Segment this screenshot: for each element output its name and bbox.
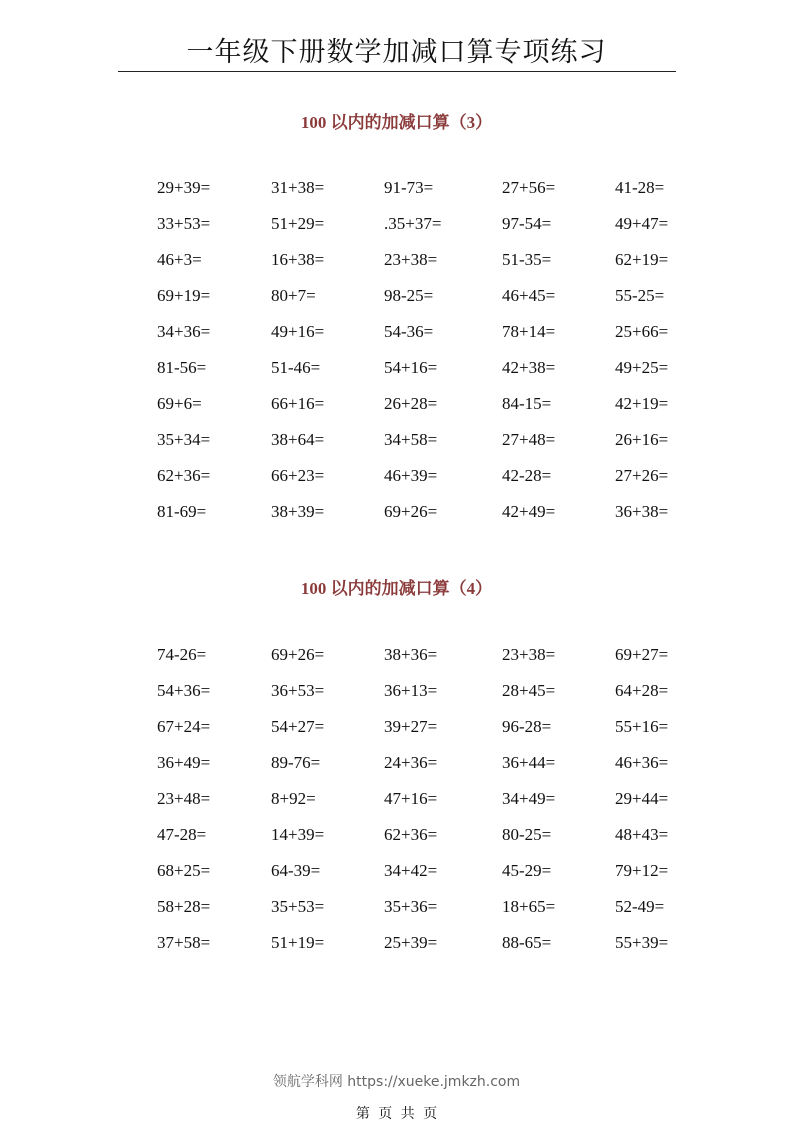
problem-row: [157, 430, 717, 466]
arithmetic-problem: 23+48=: [157, 789, 211, 808]
arithmetic-problem: 80+7=: [271, 286, 316, 305]
problem-row: [157, 825, 717, 861]
arithmetic-problem: 35+34=: [157, 430, 211, 449]
problem-row: [157, 358, 717, 394]
page-title: 一年级下册数学加减口算专项练习: [186, 37, 607, 68]
arithmetic-problem: 42+38=: [502, 358, 556, 377]
arithmetic-problem: 52-49=: [615, 897, 665, 916]
arithmetic-problem: 51-46=: [271, 358, 321, 377]
footer-watermark: 领航学科网 https://xueke.jmkzh.com: [272, 1074, 521, 1090]
arithmetic-problem: 69+19=: [157, 286, 211, 305]
arithmetic-problem: 24+36=: [384, 753, 438, 772]
arithmetic-problem: 49+47=: [615, 214, 669, 233]
arithmetic-problem: 35+36=: [384, 897, 438, 916]
problem-row: [157, 178, 717, 214]
arithmetic-problem: 38+39=: [271, 502, 325, 521]
arithmetic-problem: 97-54=: [502, 214, 552, 233]
arithmetic-problem: 29+39=: [157, 178, 211, 197]
arithmetic-problem: 81-56=: [157, 358, 207, 377]
problem-row: [157, 645, 717, 681]
problem-row: [157, 717, 717, 753]
arithmetic-problem: 62+36=: [384, 825, 438, 844]
arithmetic-problem: 91-73=: [384, 178, 434, 197]
arithmetic-problem: 29+44=: [615, 789, 669, 808]
arithmetic-problem: 51-35=: [502, 250, 552, 269]
arithmetic-problem: 79+12=: [615, 861, 669, 880]
arithmetic-problem: 18+65=: [502, 897, 556, 916]
problem-row: [157, 681, 717, 717]
arithmetic-problem: 84-15=: [502, 394, 552, 413]
arithmetic-problem: 36+38=: [615, 502, 669, 521]
arithmetic-problem: 42-28=: [502, 466, 552, 485]
arithmetic-problem: 46+45=: [502, 286, 556, 305]
problem-row: [157, 250, 717, 286]
arithmetic-problem: 98-25=: [384, 286, 434, 305]
arithmetic-problem: 88-65=: [502, 933, 552, 952]
arithmetic-problem: 69+27=: [615, 645, 669, 664]
arithmetic-problem: 54+27=: [271, 717, 325, 736]
problem-row: [157, 933, 717, 969]
problem-row: [157, 897, 717, 933]
arithmetic-problem: 67+24=: [157, 717, 211, 736]
arithmetic-problem: 31+38=: [271, 178, 325, 197]
arithmetic-problem: 55+39=: [615, 933, 669, 952]
arithmetic-problem: 69+26=: [271, 645, 325, 664]
problem-row: [157, 861, 717, 897]
arithmetic-problem: 64+28=: [615, 681, 669, 700]
arithmetic-problem: 42+19=: [615, 394, 669, 413]
problem-row: [157, 214, 717, 250]
problem-row: [157, 394, 717, 430]
arithmetic-problem: 16+38=: [271, 250, 325, 269]
arithmetic-problem: 96-28=: [502, 717, 552, 736]
arithmetic-problem: 27+56=: [502, 178, 556, 197]
arithmetic-problem: 54+36=: [157, 681, 211, 700]
problem-grid-section-3: [157, 178, 717, 538]
arithmetic-problem: 8+92=: [271, 789, 316, 808]
problem-row: [157, 753, 717, 789]
arithmetic-problem: 64-39=: [271, 861, 321, 880]
arithmetic-problem: 33+53=: [157, 214, 211, 233]
arithmetic-problem: 46+36=: [615, 753, 669, 772]
footer-page-number: 第 页 共 页: [355, 1106, 438, 1122]
arithmetic-problem: 55+16=: [615, 717, 669, 736]
section-title-4: 100 以内的加减口算（4）: [300, 579, 493, 598]
arithmetic-problem: 51+29=: [271, 214, 325, 233]
arithmetic-problem: 41-28=: [615, 178, 665, 197]
arithmetic-problem: 80-25=: [502, 825, 552, 844]
section-title-3: 100 以内的加减口算（3）: [300, 113, 493, 132]
problem-row: [157, 502, 717, 538]
arithmetic-problem: 66+23=: [271, 466, 325, 485]
arithmetic-problem: 81-69=: [157, 502, 207, 521]
arithmetic-problem: 58+28=: [157, 897, 211, 916]
arithmetic-problem: 36+13=: [384, 681, 438, 700]
arithmetic-problem: 26+16=: [615, 430, 669, 449]
arithmetic-problem: 42+49=: [502, 502, 556, 521]
arithmetic-problem: 49+25=: [615, 358, 669, 377]
problem-row: [157, 789, 717, 825]
arithmetic-problem: 34+49=: [502, 789, 556, 808]
arithmetic-problem: 62+36=: [157, 466, 211, 485]
arithmetic-problem: 36+53=: [271, 681, 325, 700]
arithmetic-problem: 54-36=: [384, 322, 434, 341]
arithmetic-problem: 25+39=: [384, 933, 438, 952]
arithmetic-problem: 69+26=: [384, 502, 438, 521]
arithmetic-problem: 55-25=: [615, 286, 665, 305]
arithmetic-problem: 46+39=: [384, 466, 438, 485]
problem-row: [157, 466, 717, 502]
arithmetic-problem: 46+3=: [157, 250, 202, 269]
arithmetic-problem: 35+53=: [271, 897, 325, 916]
arithmetic-problem: 47+16=: [384, 789, 438, 808]
arithmetic-problem: 23+38=: [384, 250, 438, 269]
arithmetic-problem: 36+49=: [157, 753, 211, 772]
arithmetic-problem: 38+64=: [271, 430, 325, 449]
arithmetic-problem: 66+16=: [271, 394, 325, 413]
problem-row: [157, 322, 717, 358]
arithmetic-problem: 48+43=: [615, 825, 669, 844]
arithmetic-problem: 34+36=: [157, 322, 211, 341]
arithmetic-problem: .35+37=: [384, 214, 442, 233]
arithmetic-problem: 54+16=: [384, 358, 438, 377]
arithmetic-problem: 34+42=: [384, 861, 438, 880]
arithmetic-problem: 26+28=: [384, 394, 438, 413]
arithmetic-problem: 51+19=: [271, 933, 325, 952]
arithmetic-problem: 62+19=: [615, 250, 669, 269]
arithmetic-problem: 89-76=: [271, 753, 321, 772]
title-divider: [118, 71, 676, 72]
arithmetic-problem: 74-26=: [157, 645, 207, 664]
arithmetic-problem: 38+36=: [384, 645, 438, 664]
arithmetic-problem: 23+38=: [502, 645, 556, 664]
arithmetic-problem: 37+58=: [157, 933, 211, 952]
arithmetic-problem: 36+44=: [502, 753, 556, 772]
arithmetic-problem: 69+6=: [157, 394, 202, 413]
problem-grid-section-4: [157, 645, 717, 969]
arithmetic-problem: 68+25=: [157, 861, 211, 880]
arithmetic-problem: 27+48=: [502, 430, 556, 449]
arithmetic-problem: 47-28=: [157, 825, 207, 844]
arithmetic-problem: 45-29=: [502, 861, 552, 880]
arithmetic-problem: 27+26=: [615, 466, 669, 485]
arithmetic-problem: 28+45=: [502, 681, 556, 700]
arithmetic-problem: 14+39=: [271, 825, 325, 844]
arithmetic-problem: 34+58=: [384, 430, 438, 449]
arithmetic-problem: 78+14=: [502, 322, 556, 341]
arithmetic-problem: 49+16=: [271, 322, 325, 341]
problem-row: [157, 286, 717, 322]
arithmetic-problem: 39+27=: [384, 717, 438, 736]
arithmetic-problem: 25+66=: [615, 322, 669, 341]
